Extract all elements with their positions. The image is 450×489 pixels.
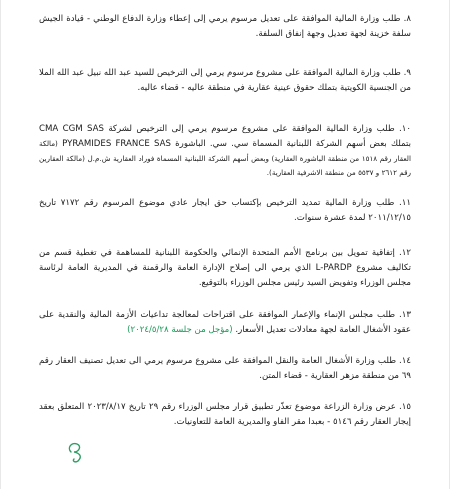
item-text: إتفاقية تمويل بين برنامج الأمم المتحدة الإنمائي والحكومة اللبنانية للمساهمة في تغطية قسم من تكاليف مشروع L-PARDP الذي يرمي الى إصلاح الإدارة العامة والرقمنة في المديرية العامة لرئاسة مجلس الوزراء وتفويض السيد رئيس مجلس الوزراء بالتوقيع. [39,248,411,288]
item-number: ١٣. [399,310,412,320]
item-number: ٩. [403,68,412,78]
agenda-item-8 [39,12,411,42]
postponed-note: (مؤجل من جلسة ٢٠٢٤/٥/٢٨) [127,324,233,335]
agenda-item-10 [39,122,411,181]
item-number: ١٢. [399,248,411,258]
item-text: طلب مجلس الإنماء والإعمار الموافقة على اقتراحات لمعالجة تداعيات الأزمة المالية والنقدية على عقود الأشغال العامة لجهة معادلات تعديل الأسعار. [39,310,411,335]
item-number: ١٥. [399,402,412,412]
agenda-item-15 [39,400,411,430]
item-text: عرض وزارة الزراعة موضوع تعذّر تطبيق قرار مجلس الوزراء رقم ٢٩ تاريخ ٢٠٢٣/٨/١٧ المتعلق بعقد إيجار العقار رقم ٥١٤٦ - بعبدا مقر الفاو والمديرية العامة للتعاونيات. [39,402,411,427]
item-text: طلب وزارة المالية الموافقة على تعديل مرسوم يرمي إلى إعطاء وزارة الدفاع الوطني - قيادة الجيش سلفة خزينة لجهة تعديل وجهة إنفاق السلفة. [39,14,411,39]
agenda-item-13 [39,308,411,338]
agenda-item-14 [39,354,411,384]
item-number: ١١. [399,198,411,208]
item-text: طلب وزارة المالية الموافقة على مشروع مرسوم يرمي إلى الترخيص لشركة CMA CGM SAS بتملك بعض أسهم الشركة اللبنانية المسماة سي. سي. الباشورة PYRAMIDES FRANCE SAS [39,124,411,149]
agenda-item-9 [39,66,411,96]
item-text: طلب وزارة المالية الموافقة على مشروع مرسوم يرمي إلى الترخيص للسيد عبد الله نبيل عبد الله الملا من الجنسية الكويتية بتملك حقوق عينية عقارية في منطقة عاليه - قضاء عاليه. [39,68,411,93]
item-subtext: (مالكة العقار رقم ١٥١٨ من منطقة الباشورة العقارية) وبعض أسهم الشركة اللبنانية المسماة فوراد العقارية ش.م.ل (مالكة العقارين رقم ٢٦١٢ و ٥٥٣٧ من منطقة الاشرفية العقارية). [39,138,411,178]
item-number: ١٤. [399,356,411,366]
item-number: ٨. [403,14,411,24]
item-number: ١٠. [399,124,412,134]
item-text: طلب وزارة المالية تمديد الترخيص بإكتساب حق ايجار عادي موضوع المرسوم رقم ٧١٧٢ تاريخ ٢٠١١/١٢/١٥ لمدة عشرة سنوات. [39,198,411,223]
handwritten-initial [65,440,91,464]
item-text: طلب وزارة الأشغال العامة والنقل الموافقة على مشروع مرسوم يرمي الى تعديل تصنيف العقار رقم ٦٩ من منطقة مزهر العقارية - قضاء المتن. [39,356,411,381]
agenda-item-11 [39,196,411,226]
agenda-item-12 [39,246,411,290]
